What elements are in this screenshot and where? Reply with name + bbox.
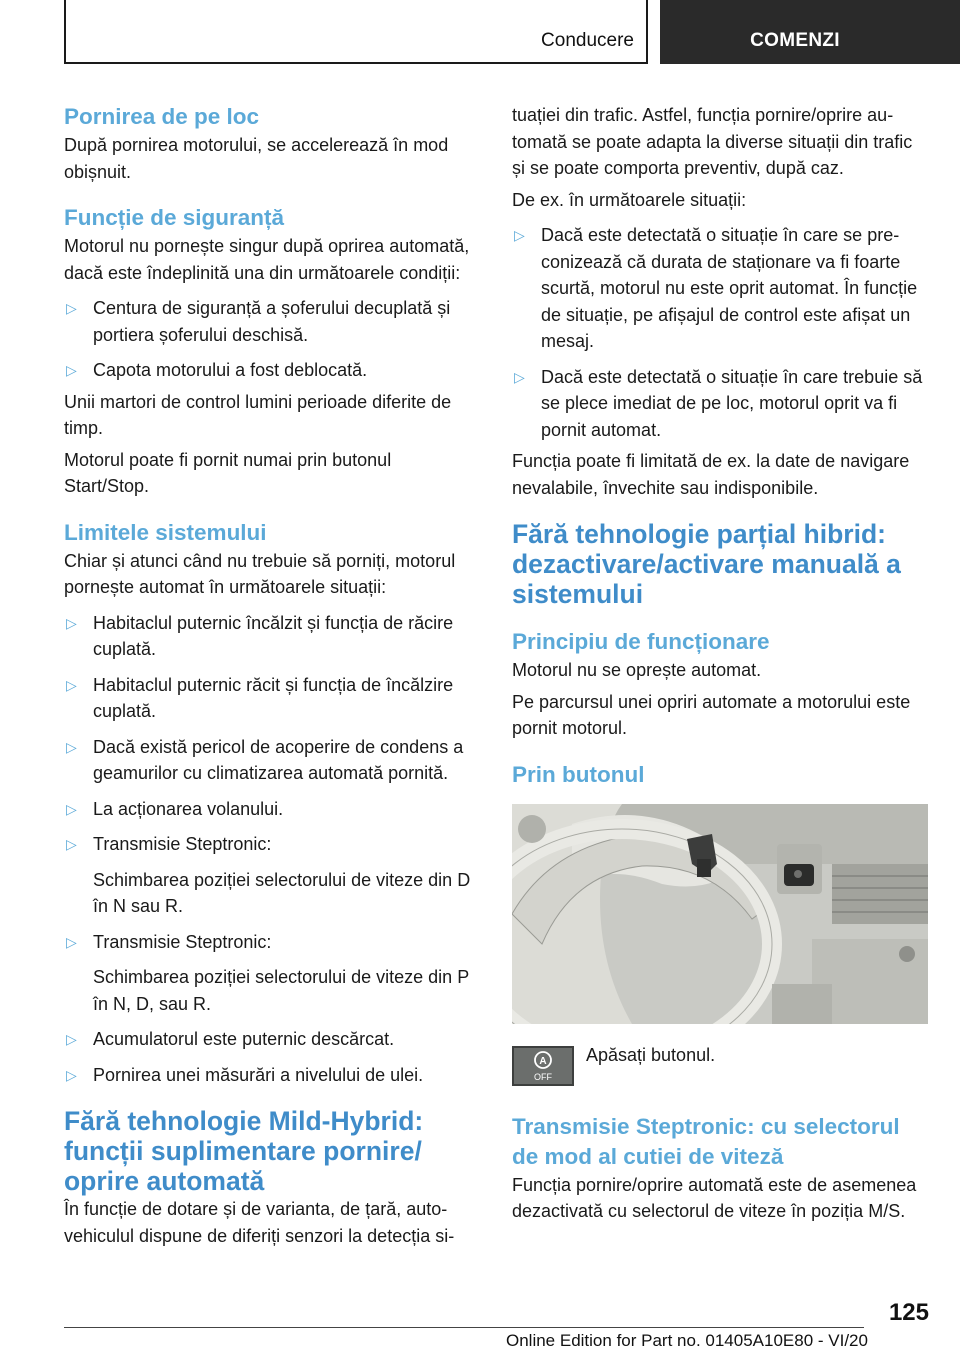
list-item: ▷ Transmisie Steptronic: — [64, 831, 480, 858]
paragraph-limited: Funcția poate fi limitată de ex. la date de navigare nevalabile, învechite sau indisponibile. — [512, 451, 910, 498]
section-title: Conducere — [541, 30, 634, 51]
paragraph-principle-1: Motorul nu se oprește automat. — [512, 660, 762, 680]
list-item-detail: Schimbarea poziției selectorului de viteze din D în N sau R. — [93, 869, 471, 916]
button-instruction — [512, 1042, 928, 1108]
paragraph-press-button: Apăsați butonul. — [586, 1044, 716, 1065]
auto-start-stop-off-icon — [512, 1046, 574, 1086]
list-item: ▷ Dacă există pericol de acoperire de condens a geamurilor cu climatizarea automată pornită. — [64, 734, 480, 787]
paragraph-lights: Unii martori de control lumini perioade diferite de timp. — [64, 391, 452, 438]
list-item: ▷ Capota motorului a fost deblocată. — [64, 357, 480, 384]
list-item: ▷ Habitaclul puternic răcit și funcția de încălzire cuplată. — [64, 672, 480, 725]
list-item: ▷ Pornirea unei măsurări a nivelului de ulei. — [64, 1062, 480, 1089]
dashboard-photo — [512, 804, 928, 1024]
heading-steptronic: Transmisie Steptronic: cu selectorul de mod al cutiei de viteză — [512, 1113, 900, 1169]
triangle-right-icon: ▷ — [514, 227, 525, 243]
footer-divider — [64, 1327, 864, 1328]
paragraph-button: Motorul poate fi pornit numai prin butonul Start/Stop. — [64, 449, 392, 496]
heading-start: Pornirea de pe loc — [64, 104, 260, 129]
chapter-tab-label: COMENZI — [750, 30, 840, 51]
heading-limits: Limitele sistemului — [64, 519, 267, 545]
right-column — [512, 102, 928, 1225]
svg-text:A: A — [539, 1055, 547, 1067]
triangle-right-icon: ▷ — [66, 362, 77, 378]
list-item: ▷ Centura de siguranță a șoferului decuplată și portiera șoferului deschisă. — [64, 295, 480, 348]
svg-text:OFF: OFF — [534, 1071, 552, 1082]
paragraph-mild-hybrid: În funcție de dotare și de varianta, de țară, autovehiculul dispune de diferiți senzori la detecția si- — [64, 1199, 455, 1246]
triangle-right-icon: ▷ — [66, 800, 77, 817]
page-number: 125 — [888, 1299, 929, 1326]
heading-mild-hybrid: Fără tehnologie Mild-Hybrid: funcții suplimentare pornire/ oprire automată — [64, 1106, 424, 1196]
triangle-right-icon: ▷ — [66, 300, 77, 316]
list-item-detail: Schimbarea poziției selectorului de viteze din P în N, D, sau R. — [93, 967, 469, 1014]
triangle-right-icon: ▷ — [66, 933, 77, 950]
footer-edition: Online Edition for Part no. 01405A10E80 - VI/20 — [506, 1331, 868, 1350]
list-item: ▷ Dacă este detectată o situație în care se preconizează că durata de staționare va fi foarte scurtă, motorul nu este oprit automat. În funcție de situație, pe afișajul de control este afișat un mesaj. — [512, 222, 928, 355]
triangle-right-icon: ▷ — [66, 614, 77, 631]
chapter-tab — [660, 0, 960, 64]
triangle-right-icon: ▷ — [66, 1031, 77, 1047]
paragraph-continued: tuației din trafic. Astfel, funcția pornire/oprire automată se poate adapta la diverse situații din trafic și se poate comporta preventiv, după caz. — [512, 105, 913, 178]
paragraph-example: De ex. în următoarele situații: — [512, 189, 747, 210]
header-frame — [64, 0, 648, 64]
triangle-right-icon: ▷ — [66, 738, 77, 755]
list-item: ▷ La acționarea volanului. — [64, 796, 480, 823]
list-item: ▷ Transmisie Steptronic: — [64, 929, 480, 956]
list-item: ▷ Dacă este detectată o situație în care trebuie să se plece imediat de pe loc, motorul oprit va fi pornit automat. — [512, 364, 928, 444]
list-item: ▷ Acumulatorul este puternic descărcat. — [64, 1026, 480, 1053]
triangle-right-icon: ▷ — [66, 676, 77, 693]
paragraph-principle-2: Pe parcursul unei opriri automate a motorului este pornit motorul. — [512, 691, 911, 738]
paragraph-start: După pornirea motorului, se accelerează în mod obișnuit. — [64, 135, 449, 182]
paragraph-steptronic: Funcția pornire/oprire automată este de asemenea dezactivată cu selectorul de viteze în poziția M/S. — [512, 1174, 917, 1221]
heading-by-button: Prin butonul — [512, 761, 645, 787]
paragraph-safety: Motorul nu pornește singur după oprirea automată, dacă este îndeplinită una din următoarele condiții: — [64, 236, 470, 283]
heading-partial-hybrid: Fără tehnologie parțial hibrid: dezactivare/activare manuală a sistemului — [512, 519, 901, 609]
left-column — [64, 102, 480, 1249]
list-item: ▷ Habitaclul puternic încălzit și funcția de răcire cuplată. — [64, 610, 480, 663]
triangle-right-icon: ▷ — [514, 368, 525, 385]
heading-safety: Funcție de siguranță — [64, 205, 285, 230]
triangle-right-icon: ▷ — [66, 1066, 77, 1083]
paragraph-limits: Chiar și atunci când nu trebuie să porniți, motorul pornește automat în următoarele situații: — [64, 550, 456, 597]
heading-principle: Principiu de funcționare — [512, 629, 770, 654]
triangle-right-icon: ▷ — [66, 836, 77, 852]
